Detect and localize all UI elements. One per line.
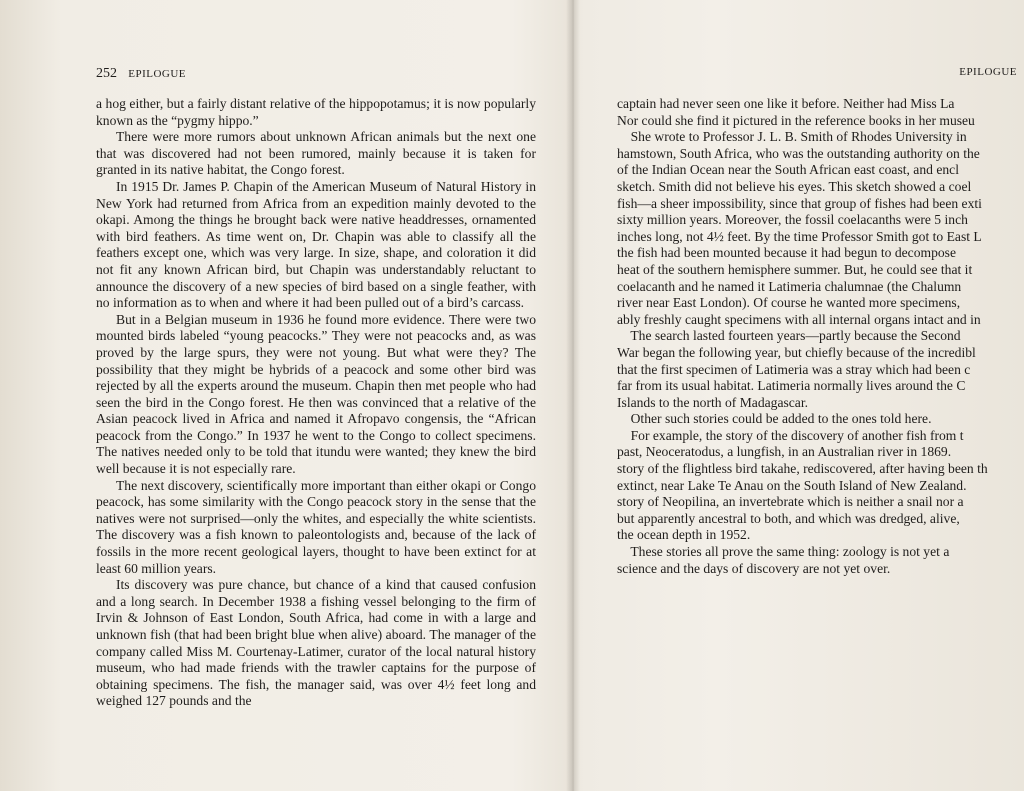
- text-line: of the Indian Ocean near the South African east coast, and encl: [617, 162, 959, 178]
- left-page: [96, 66, 536, 710]
- text-line: river near East London). Of course he wanted more specimens,: [617, 295, 961, 311]
- right-page: [617, 66, 1017, 577]
- paragraph: The next discovery, scientifically more important than either okapi or Congo peacock, has some similarity with the Congo peacock story in the sense that the natives were not surprised—only the whites, and especially the white scientists. The discovery was a fish known to paleontologists and, because of the lack of fossils in the more recent geological layers, thought to have been extinct for at least 60 million years.: [96, 477, 536, 576]
- text-line: that the first specimen of Latimeria was a stray which had been c: [617, 361, 971, 377]
- text-line: hamstown, South Africa, who was the outstanding authority on the: [617, 145, 980, 161]
- paragraph: a hog either, but a fairly distant relative of the hippopotamus; it is now popularly known as the “pygmy hippo.”: [96, 96, 536, 128]
- text-line: the fish had been mounted because it had begun to decompose: [617, 245, 956, 261]
- paragraph: In 1915 Dr. James P. Chapin of the American Museum of Natural History in New York had returned from Africa from an expedition mainly devoted to the okapi. Among the things he brought back were native headdresses, ornamented with bird feathers. As time went on, Dr. Chapin was able to classify all the feathers except one, which was very large. In size, shape, and coloration it did not fit any known African bird, but Chapin was understandably reluctant to announce the discovery of a new species of bird based on a single feather, with no information as to when and where it had been pulled out of a bird’s carcass.: [96, 178, 536, 311]
- text-line: captain had never seen one like it before. Neither had Miss La: [617, 96, 955, 111]
- text-line: sketch. Smith did not believe his eyes. This sketch showed a coel: [617, 178, 972, 194]
- left-running-head: [96, 66, 536, 84]
- text-line: fish—a sheer impossibility, since that group of fishes had been exti: [617, 195, 982, 211]
- text-line: story of the flightless bird takahe, rediscovered, after having been th: [617, 461, 988, 477]
- right-running-head: EPILOGUE: [959, 66, 1017, 78]
- text-line: sixty million years. Moreover, the fossil coelacanths were 5 inch: [617, 212, 968, 228]
- text-line: but apparently ancestral to both, and which was dredged, alive,: [617, 510, 960, 526]
- text-line: Other such stories could be added to the ones told here.: [617, 411, 932, 427]
- text-line: science and the days of discovery are not yet over.: [617, 560, 891, 576]
- text-line: past, Neoceratodus, a lungfish, in an Australian river in 1869.: [617, 444, 952, 460]
- text-line: far from its usual habitat. Latimeria normally lives around the C: [617, 378, 966, 394]
- text-line: ably freshly caught specimens with all internal organs intact and in: [617, 311, 981, 327]
- text-line: Nor could she find it pictured in the reference books in her museu: [617, 112, 975, 128]
- text-line: The search lasted fourteen years—partly because the Second: [617, 328, 961, 344]
- text-line: War began the following year, but chiefly because of the incredibl: [617, 344, 976, 360]
- text-line: inches long, not 4½ feet. By the time Professor Smith got to East L: [617, 228, 982, 244]
- text-line: story of Neopilina, an invertebrate which is neither a snail nor a: [617, 494, 964, 510]
- paragraph: But in a Belgian museum in 1936 he found more evidence. There were two mounted birds labeled “young peacocks.” They were not peacocks and, as was proved by the large spurs, they were not young. But what were they? The possibility that they might be hybrids of a peacock and some other bird was rejected by all the experts around the museum. Chapin then met people who had seen the bird in the Congo forest. He then was convinced that a relative of the Asian peacock lived in Africa and named it Afropavo congensis, the “African peacock from the Congo.” In 1937 he went to the Congo to collect specimens. The natives needed only to be told that itundu were wanted; they knew the bird well because it is not especially rare.: [96, 311, 536, 477]
- page-number: 252: [96, 66, 117, 81]
- text-line: the ocean depth in 1952.: [617, 527, 751, 543]
- book-gutter: [566, 0, 580, 791]
- paragraph: There were more rumors about unknown African animals but the next one that was discovered had not been rumored, mainly because it is taken for granted in its native habitat, the Congo forest.: [96, 129, 536, 178]
- text-line: For example, the story of the discovery of another fish from t: [617, 427, 964, 443]
- text-line: heat of the southern hemisphere summer. But, he could see that it: [617, 261, 973, 277]
- right-page-text: [617, 96, 1017, 577]
- text-line: These stories all prove the same thing: zoology is not yet a: [617, 544, 950, 560]
- paragraph: Its discovery was pure chance, but chance of a kind that caused confusion and a long search. In December 1938 a fishing vessel belonging to the firm of Irvin & Johnson of East London, South Africa, had come in with a large and unknown fish (that had been bright blue when alive) aboard. The manager of the company called Miss M. Courtenay-Latimer, curator of the local natural history museum, who had made friends with the trawler captains for the purpose of obtaining specimens. The fish, the manager said, was over 4½ feet long and weighed 127 pounds and the: [96, 577, 536, 709]
- text-line: coelacanth and he named it Latimeria chalumnae (the Chalumn: [617, 278, 962, 294]
- left-running-head-title: EPILOGUE: [128, 68, 187, 80]
- text-line: Islands to the north of Madagascar.: [617, 394, 809, 410]
- text-line: extinct, near Lake Te Anau on the South Island of New Zealand.: [617, 477, 967, 493]
- text-line: She wrote to Professor J. L. B. Smith of Rhodes University in: [617, 129, 967, 145]
